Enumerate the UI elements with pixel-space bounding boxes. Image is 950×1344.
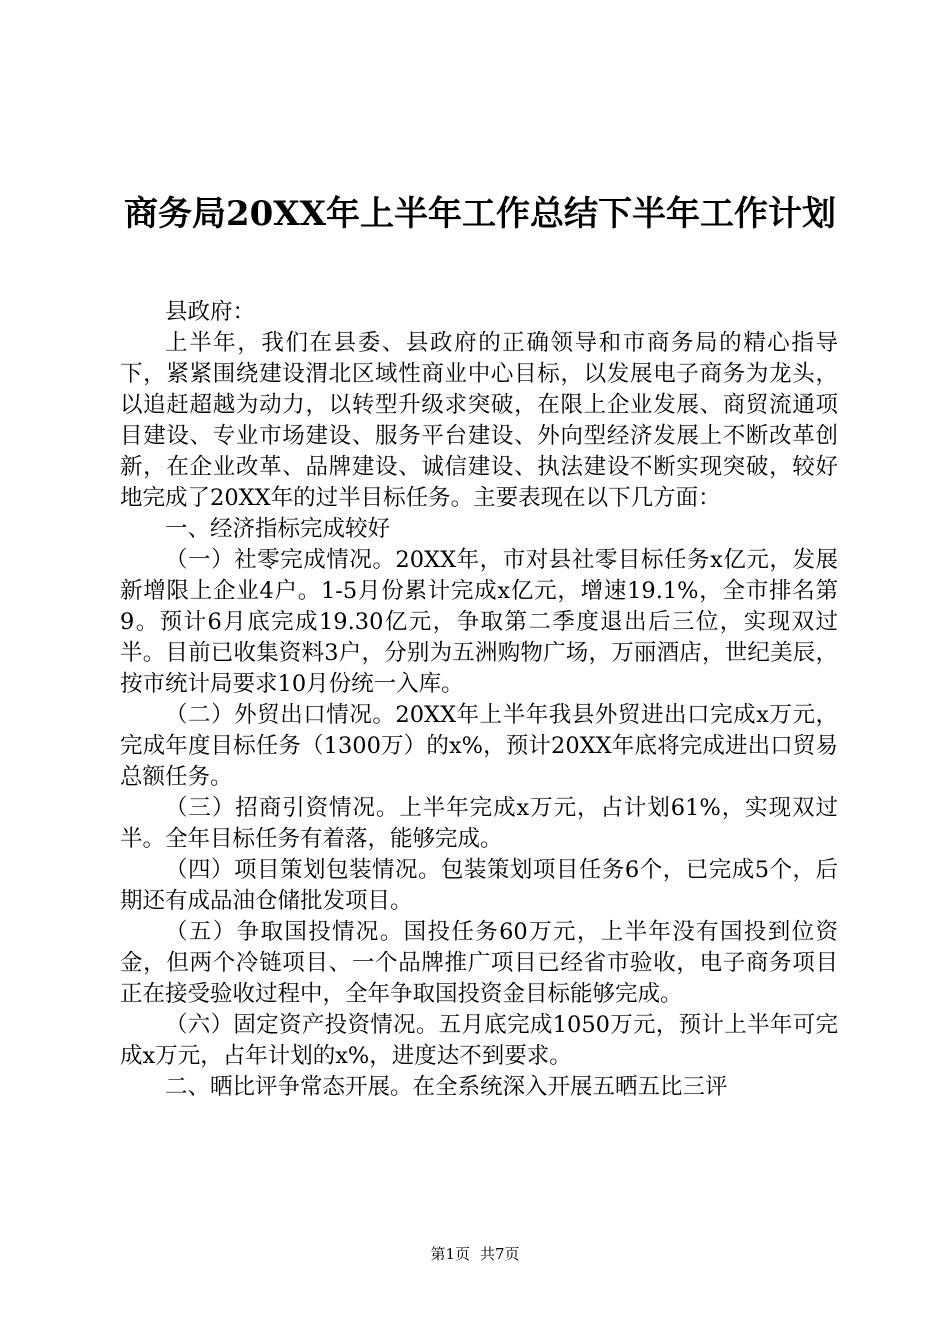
paragraph-fixed-assets: （六）固定资产投资情况。五月底完成1050万元，预计上半年可完成x万元，占年计划的x%，进度达不到要求。	[120, 1012, 838, 1069]
paragraph-project-planning: （四）项目策划包装情况。包装策划项目任务6个，已完成5个，后期还有成品油仓储批发项目。	[120, 857, 838, 914]
paragraph-intro: 上半年，我们在县委、县政府的正确领导和市商务局的精心指导下，紧紧围绕建设渭北区域性商业中心目标，以发展电子商务为龙头，以追赶超越为动力，以转型升级求突破，在限上企业发展、商贸流通项目建设、专业市场建设、服务平台建设、外向型经济发展上不断改革创新，在企业改革、品牌建设、诚信建设、执法建设不断实现突破，较好地完成了20XX年的过半目标任务。主要表现在以下几方面：	[120, 330, 838, 511]
page-footer	[0, 1244, 950, 1264]
document-body	[120, 297, 838, 1103]
page-number-total: 共7页	[480, 1245, 520, 1263]
page-number-current: 第1页	[430, 1245, 470, 1263]
section-heading-1: 一、经济指标完成较好	[165, 516, 391, 542]
salutation: 县政府：	[165, 299, 256, 325]
paragraph-retail-sales: （一）社零完成情况。20XX年，市对县社零目标任务x亿元，发展新增限上企业4户。1-5月份累计完成x亿元，增速19.1%，全市排名第9。预计6月底完成19.30亿元，争取第二季度退出后三位，实现双过半。目前已收集资料3户，分别为五洲购物广场，万丽酒店，世纪美辰，按市统计局要求10月份统一入库。	[120, 547, 838, 697]
paragraph-national-investment: （五）争取国投情况。国投任务60万元，上半年没有国投到位资金，但两个冷链项目、一个品牌推广项目已经省市验收，电子商务项目正在接受验收过程中，全年争取国投资金目标能够完成。	[120, 919, 838, 1007]
paragraph-foreign-trade: （二）外贸出口情况。20XX年上半年我县外贸进出口完成x万元，完成年度目标任务（1300万）的x%，预计20XX年底将完成进出口贸易总额任务。	[120, 702, 838, 790]
paragraph-investment-attraction: （三）招商引资情况。上半年完成x万元，占计划61%，实现双过半。全年目标任务有着落，能够完成。	[120, 795, 838, 852]
section-heading-2: 二、晒比评争常态开展。在全系统深入开展五晒五比三评	[165, 1074, 728, 1100]
document-title: 商务局20XX年上半年工作总结下半年工作计划	[123, 194, 837, 234]
